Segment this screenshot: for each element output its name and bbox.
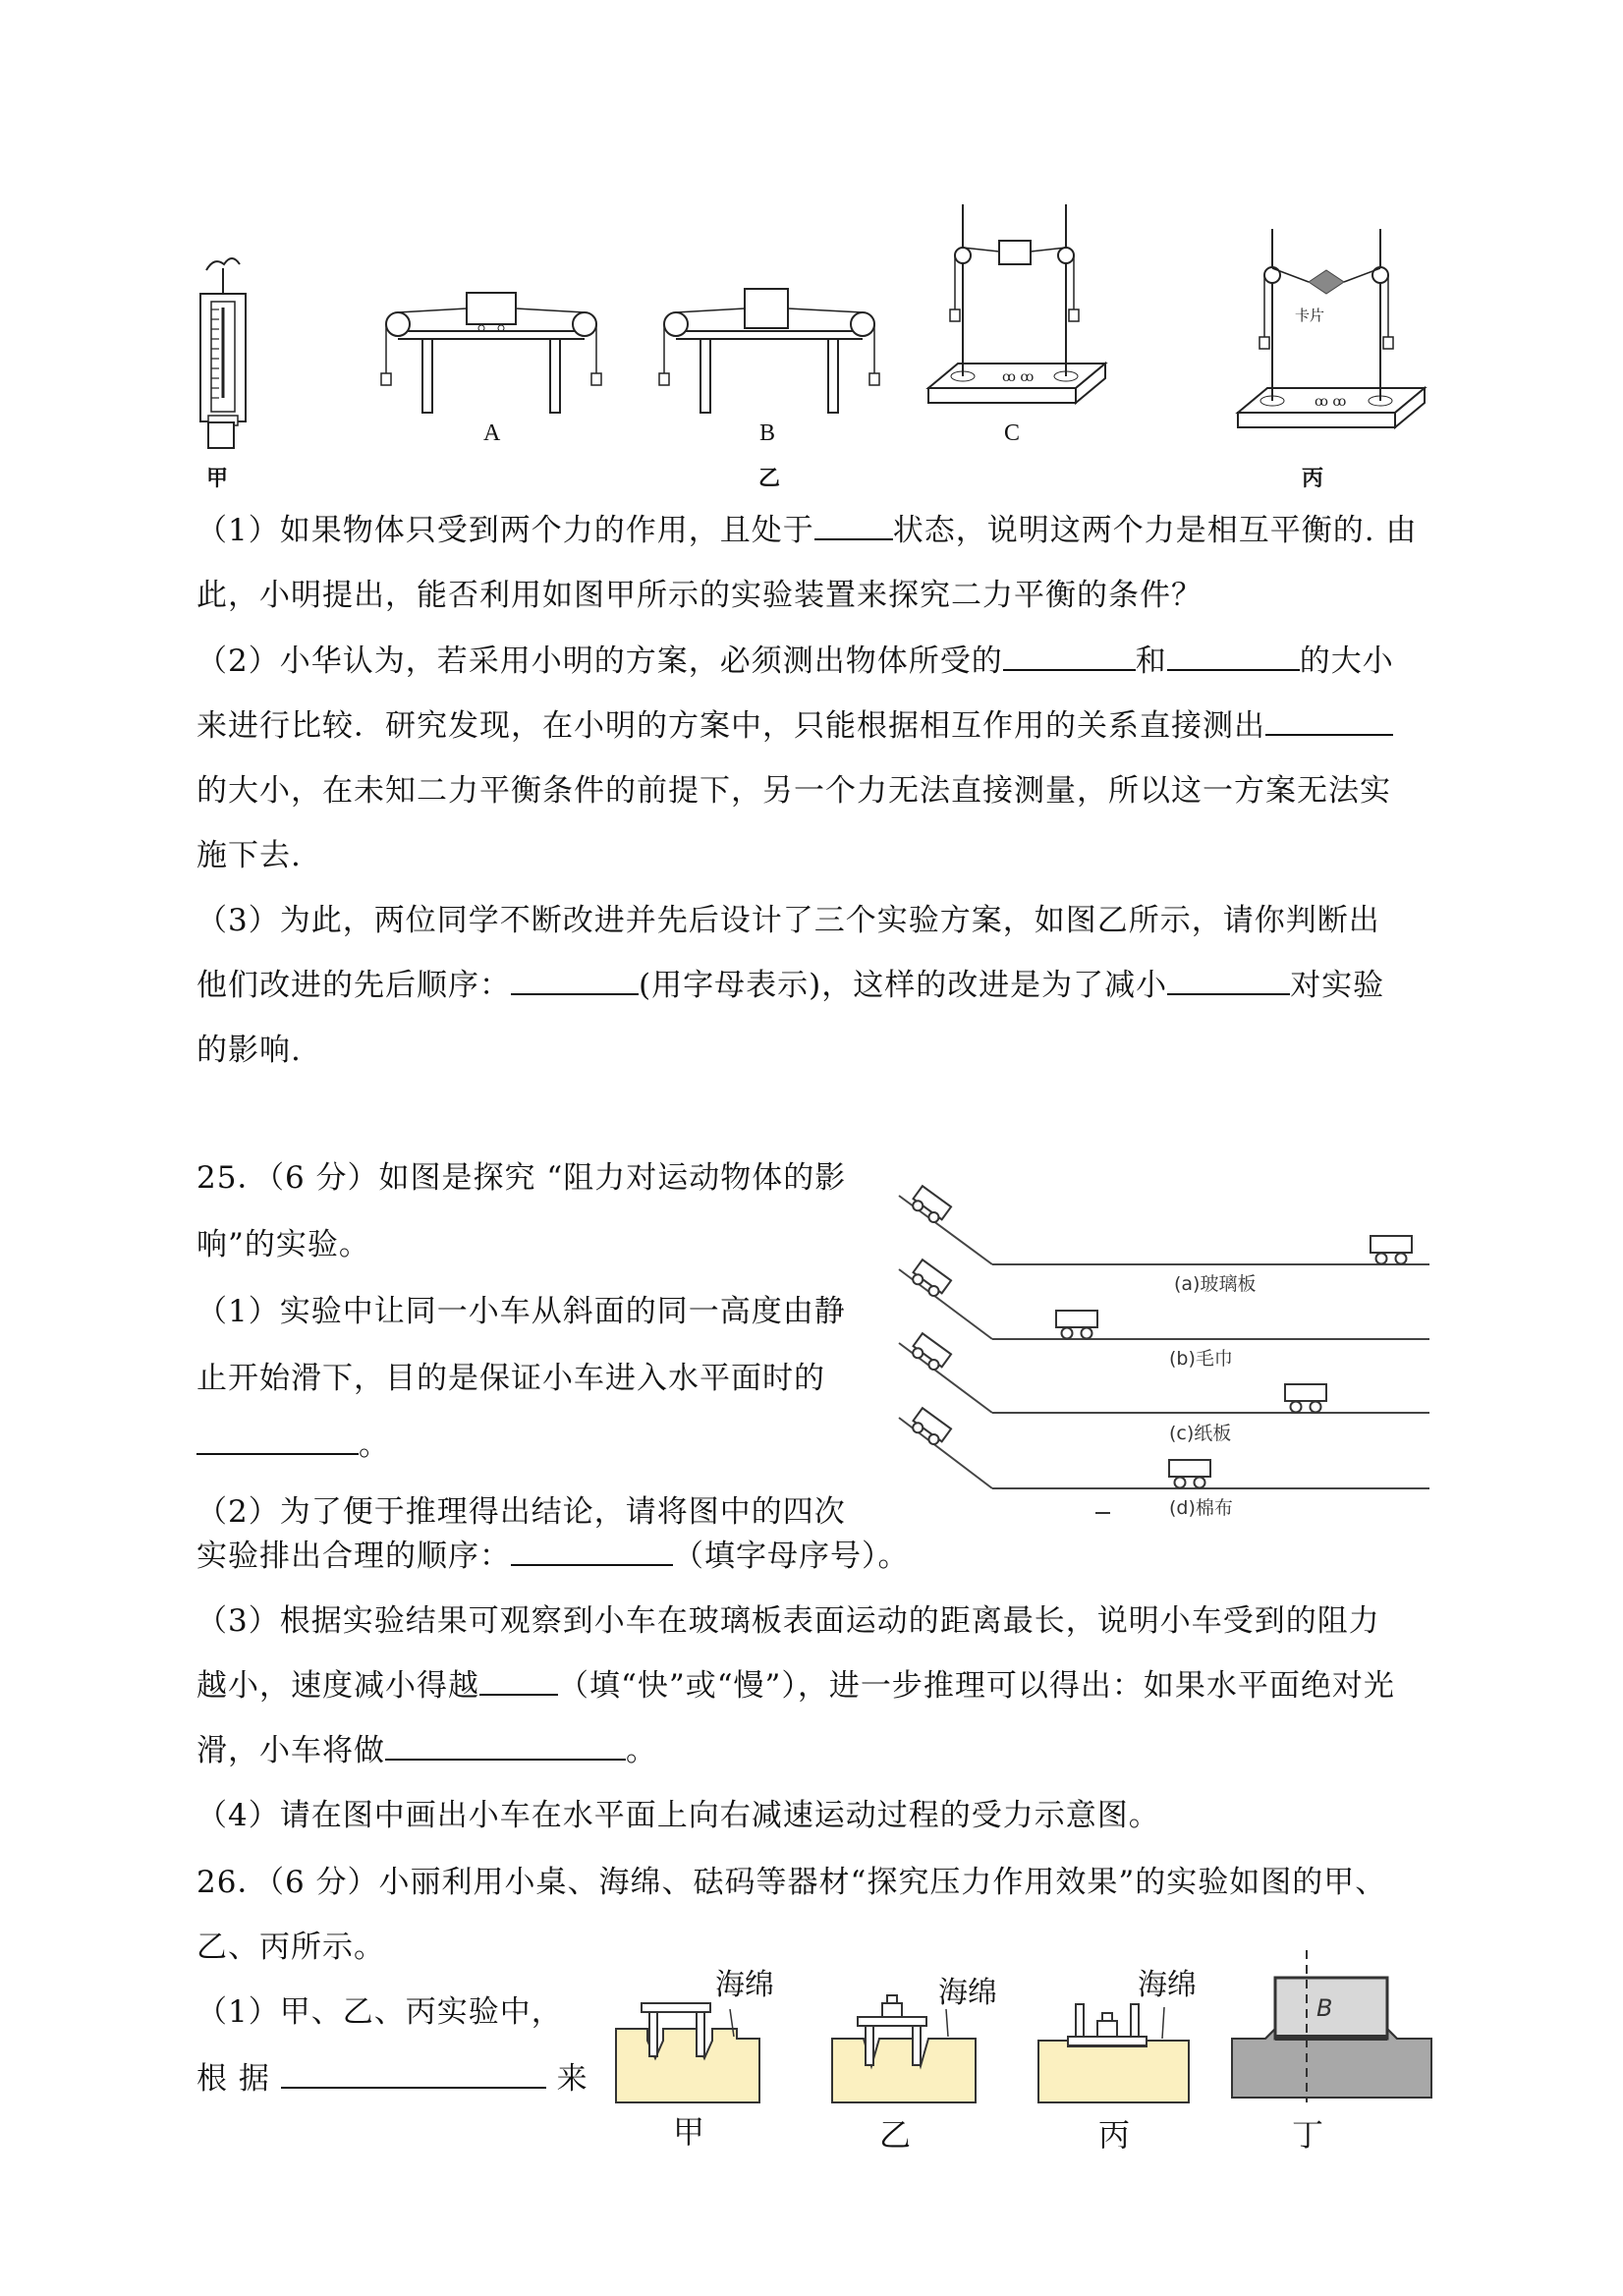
level-cart-c	[1285, 1384, 1326, 1413]
label-c: C	[1004, 420, 1021, 446]
blank-sequence[interactable]	[511, 1535, 673, 1566]
blank-motion[interactable]	[385, 1729, 626, 1761]
svg-text:ꝏ ꝏ: ꝏ ꝏ	[1315, 394, 1347, 410]
slope-cart-d	[909, 1408, 951, 1448]
blank-state[interactable]	[814, 509, 893, 540]
apparatus-c	[919, 196, 1115, 418]
track-c	[899, 1343, 1429, 1413]
level-cart-b	[1056, 1311, 1097, 1339]
label-bing: 丙	[1302, 467, 1324, 491]
label-card: 卡片	[1295, 307, 1325, 324]
label-sponge-yi: 海绵	[938, 1976, 997, 2010]
q24-part1: （1）如果物体只受到两个力的作用，且处于 状态，说明这两个力是相互平衡的. 由 此，小明提出，能否利用如图甲所示的实验装置来探究二力平衡的条件？	[196, 498, 1444, 628]
blank-fast-slow[interactable]	[479, 1664, 558, 1696]
blank-order[interactable]	[511, 964, 639, 995]
label-yi: 乙	[758, 467, 781, 491]
label-glass: (a)玻璃板	[1174, 1273, 1257, 1295]
apparatus-a	[378, 285, 604, 422]
block-figure-ding	[1230, 1950, 1436, 2102]
label-cotton: (d)棉布	[1169, 1497, 1233, 1519]
label-fig-ding: 丁	[1292, 2116, 1324, 2154]
q25-rest: 实验排出合理的顺序： （填字母序号）。 （3）根据实验结果可观察到小车在玻璃板表面运动的距离最长，说明小车受到的阻力 越小，速度减小得越 （填“快”或“慢”），进一步推理可以得出：如果水平面绝对光 滑，小车将做 。 （4）请在图中画出小车在水平面上向右减速运动过程的受力示意图。	[196, 1524, 1444, 1848]
label-sponge-bing: 海绵	[1138, 1968, 1197, 2002]
blank-measured[interactable]	[1265, 704, 1393, 736]
blank-force-2[interactable]	[1167, 640, 1300, 671]
q26-intro: 26．（6 分）小丽利用小桌、海绵、砝码等器材“探究压力作用效果”的实验如图的甲、 乙、丙所示。	[196, 1865, 1387, 1965]
level-cart-d	[1169, 1460, 1210, 1488]
level-cart-a	[1371, 1236, 1412, 1264]
label-b: B	[759, 420, 776, 446]
apparatus-bing	[1228, 221, 1434, 442]
incline-figure	[884, 1174, 1434, 1518]
weight-block	[206, 420, 246, 460]
blank-effect[interactable]	[281, 2057, 546, 2089]
label-fig-jia: 甲	[673, 2113, 705, 2151]
label-a: A	[483, 420, 501, 446]
track-d	[899, 1418, 1429, 1488]
blank-speed[interactable]	[196, 1424, 359, 1455]
q24-part2: （2）小华认为，若采用小明的方案，必须测出物体所受的 和 的大小 来进行比较．研究发现，在小明的方案中，只能根据相互作用的关系直接测出 的大小，在未知二力平衡条件的前提下，另一个力无法直接测量，所以这一方案无法实 施下去.	[196, 629, 1444, 888]
q25-intro: 25．（6 分）如图是探究 “阻力对运动物体的影 响”的实验。 （1）实验中让同一小车从斜面的同一高度由静 止开始滑下，目的是保证小车进入水平面时的 。 （2）为了便于推理得出结论，请将图中的四次	[196, 1160, 847, 1530]
slope-cart-c	[909, 1333, 951, 1373]
q24-part3: （3）为此，两位同学不断改进并先后设计了三个实验方案，如图乙所示，请你判断出 他们改进的先后顺序： (用字母表示)，这样的改进是为了减小 对实验 的影响.	[196, 903, 1385, 1068]
apparatus-b	[656, 285, 882, 422]
track-b	[899, 1269, 1429, 1339]
label-cardboard: (c)纸板	[1169, 1423, 1232, 1444]
track-a	[899, 1196, 1429, 1264]
label-towel: (b)毛巾	[1169, 1348, 1233, 1370]
slope-cart-b	[909, 1260, 951, 1300]
label-block-b: B	[1316, 1994, 1333, 2022]
label-jia: 甲	[206, 467, 229, 491]
svg-text:ꝏ ꝏ: ꝏ ꝏ	[1002, 369, 1035, 385]
blank-reduce[interactable]	[1167, 964, 1290, 995]
label-fig-yi: 乙	[879, 2116, 912, 2154]
slope-cart-a	[909, 1186, 951, 1226]
label-fig-bing: 丙	[1098, 2116, 1131, 2154]
label-sponge-jia: 海绵	[715, 1968, 774, 2002]
q26-part1: （1）甲、乙、丙实验中， 根 据 来	[196, 1994, 588, 2097]
blank-force-1[interactable]	[1003, 640, 1136, 671]
